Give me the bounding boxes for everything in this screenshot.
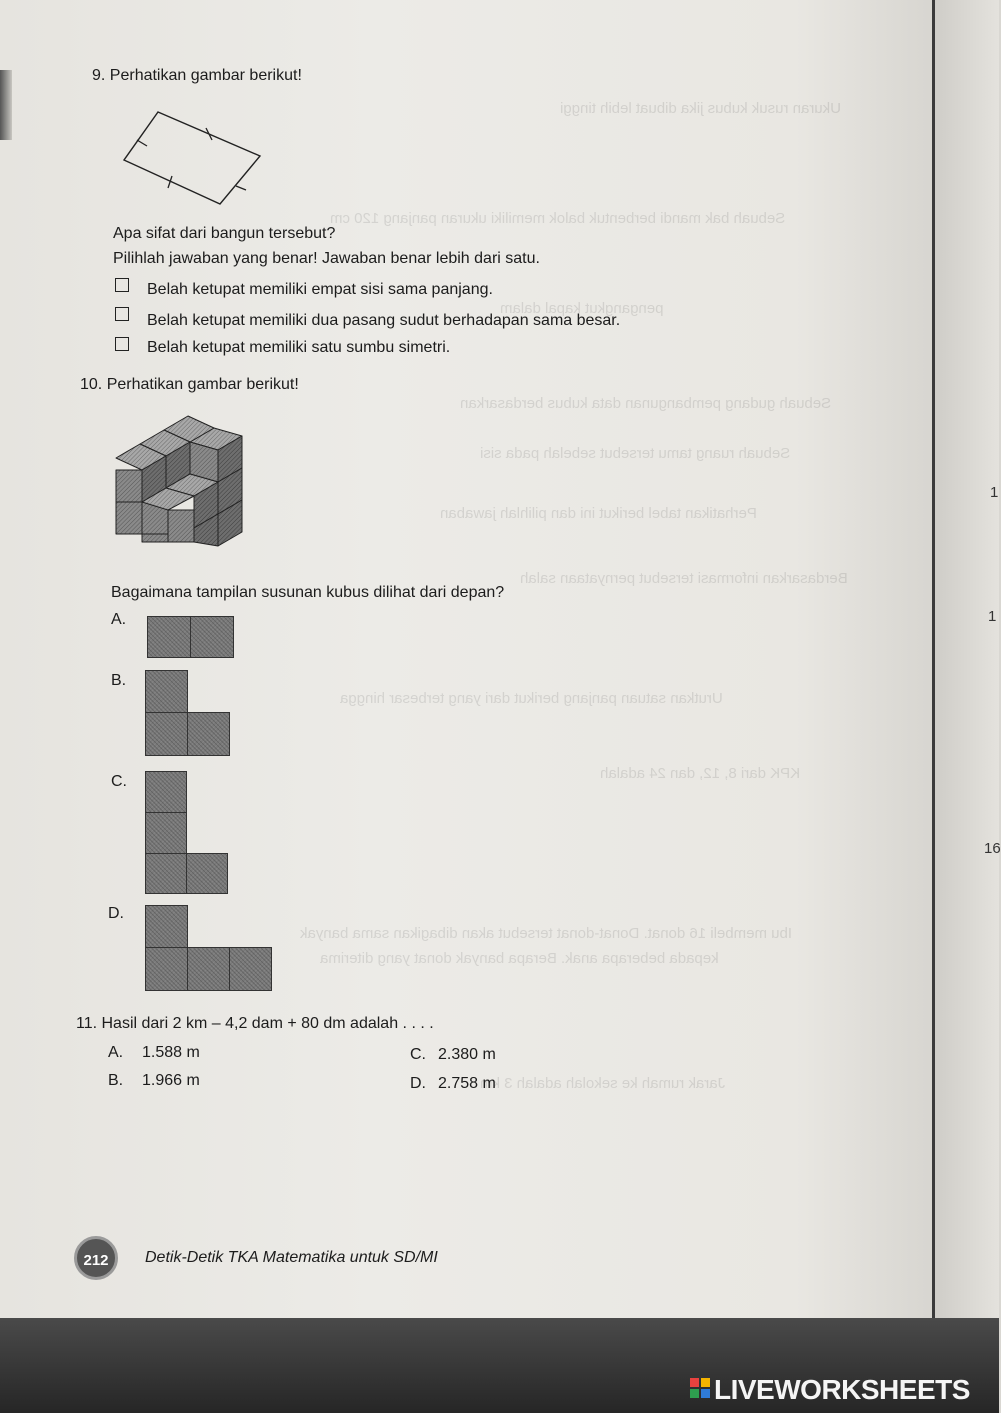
q9-option-2-label: Belah ketupat memiliki dua pasang sudut berhadapan sama besar. [147, 312, 621, 329]
q9-option-2-checkbox[interactable] [115, 307, 129, 321]
q11-option-b-text[interactable]: 1.966 m [142, 1072, 200, 1089]
next-page-edge [935, 0, 999, 1320]
q10-option-d-letter[interactable]: D. [108, 905, 124, 922]
q10-option-a-letter[interactable]: A. [111, 611, 127, 628]
q10-title: 10. Perhatikan gambar berikut! [80, 376, 299, 393]
rhombus-shape [124, 112, 260, 204]
edge-number: 16 [984, 840, 1001, 857]
page-number-badge: 212 [74, 1236, 118, 1280]
q10-c-square [186, 853, 228, 894]
liveworksheets-watermark: LIVEWORKSHEETS [714, 1374, 970, 1405]
q10-d-square [229, 947, 272, 991]
cube-arrangement-figure [110, 408, 250, 568]
q11-option-c-text[interactable]: 2.380 m [438, 1046, 496, 1063]
q11-option-b-letter[interactable]: B. [108, 1072, 124, 1089]
q9-instruction: Pilihlah jawaban yang benar! Jawaban benar lebih dari satu. [113, 250, 540, 267]
q10-option-c-letter[interactable]: C. [111, 773, 127, 790]
q11-question: 11. Hasil dari 2 km – 4,2 dam + 80 dm adalah . . . . [76, 1015, 434, 1032]
book-title: Detik-Detik TKA Matematika untuk SD/MI [145, 1249, 438, 1266]
q11-option-d-letter[interactable]: D. [410, 1075, 426, 1092]
q11-option-c-letter[interactable]: C. [410, 1046, 426, 1063]
q10-b-square [145, 712, 188, 756]
q9-option-1-label: Belah ketupat memiliki empat sisi sama panjang. [147, 281, 493, 298]
rhombus-figure [118, 104, 268, 214]
q10-a-square [147, 616, 191, 658]
q9-option-3-checkbox[interactable] [115, 337, 129, 351]
q9-question: Apa sifat dari bangun tersebut? [113, 225, 336, 242]
q9-option-3-label: Belah ketupat memiliki satu sumbu simetri. [147, 339, 451, 356]
q11-option-a-letter[interactable]: A. [108, 1044, 124, 1061]
q10-d-square [187, 947, 230, 991]
q10-d-square [145, 947, 188, 991]
q10-b-square [145, 670, 188, 713]
q11-option-a-text[interactable]: 1.588 m [142, 1044, 200, 1061]
binding-mark [0, 70, 12, 140]
edge-number: 1 [988, 608, 997, 625]
q10-c-square [145, 771, 187, 813]
liveworksheets-logo-icon [690, 1378, 710, 1398]
q9-title: 9. Perhatikan gambar berikut! [92, 67, 302, 84]
q10-c-square [145, 812, 187, 854]
worksheet-page: Ukuran rusuk kubus jika dibuat lebih tinggi Sebuah bak mandi berbentuk balok memiliki ukuran panjang 120 cm pengangkut kapal dalam Sebuah gudang pembangunan data kubus berdasarkan Sebuah ruang tamu tersebut sebelah pada sisi Perhatikan tabel berikut ini dan pilihlah jawaban Berdasarkan informasi tersebut pernyataan salah Urutkan satuan panjang berikut dari yang terbesar hingga KPK dari 8, 12, dan 24 adalah Ibu membeli 16 donat. Donat-donat tersebut akan dibagikan sama banyak kepada beberapa anak. Berapa banyak donat yang diterima Jarak rumah ke sekolah adalah 3 km 9. Perhatikan gambar berikut! Apa sifat dari bangun tersebut? Pilihlah jawaban yang benar! Jawaban benar lebih dari satu. Belah ketupat memiliki empat sisi sama panjang. Belah ketupat memiliki dua pasang sudut berhadapan sama besar. Belah ketupat memiliki satu sumbu simetri. 10. Perhatikan gambar berikut! Bagaimana tampilan susunan kubus dilihat dari depan? A. B. C. D. 11. Hasil dari 2 km – 4,2 dam + 80 dm adalah . . . . A. 1.588 m B. 1.966 m C. 2.380 m D. 2.758 m 212 Detik-Detik TKA Matematika untuk SD/MI [0, 0, 936, 1318]
q10-option-b-letter[interactable]: B. [111, 672, 127, 689]
q10-d-square [145, 905, 188, 948]
q10-b-square [187, 712, 230, 756]
q10-c-square [145, 853, 187, 894]
q10-question: Bagaimana tampilan susunan kubus dilihat dari depan? [111, 584, 505, 601]
edge-number: 1 [990, 484, 999, 501]
q11-option-d-text[interactable]: 2.758 m [438, 1075, 496, 1092]
q10-a-square [190, 616, 234, 658]
q9-option-1-checkbox[interactable] [115, 278, 129, 292]
